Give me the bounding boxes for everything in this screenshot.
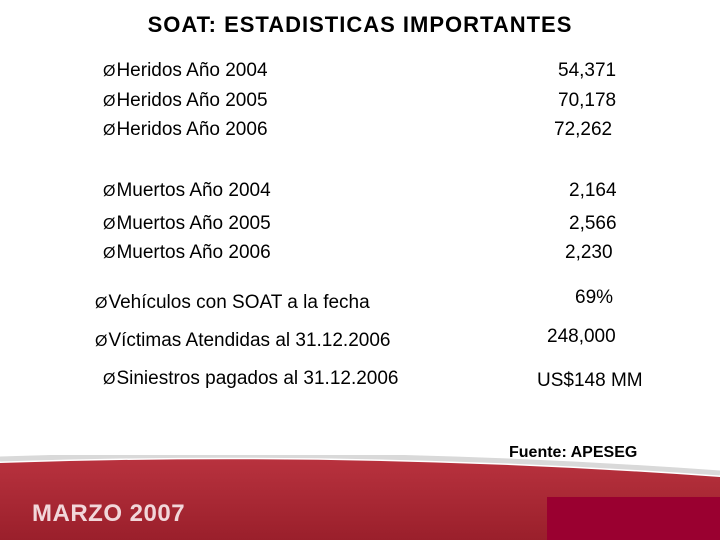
list-item	[103, 60, 268, 82]
list-item	[103, 242, 271, 264]
item-label: Heridos Año 2004	[116, 60, 268, 81]
list-item	[103, 90, 268, 112]
item-label: Vehículos con SOAT a la fecha	[108, 292, 370, 313]
item-value: US$148 MM	[537, 370, 643, 391]
list-item	[103, 368, 399, 390]
arrow-bullet-icon: Ø	[103, 371, 116, 388]
item-label: Víctimas Atendidas al 31.12.2006	[108, 330, 391, 351]
item-label: Muertos Año 2006	[116, 242, 271, 263]
arrow-bullet-icon: Ø	[103, 63, 116, 80]
list-item	[103, 180, 271, 202]
arrow-bullet-icon: Ø	[103, 122, 116, 139]
item-label: Heridos Año 2006	[116, 119, 268, 140]
source-note: Fuente: APESEG	[509, 444, 638, 461]
item-value: 72,262	[554, 119, 613, 140]
list-item	[103, 213, 271, 235]
list-item	[95, 330, 390, 352]
item-value: 2,164	[569, 180, 617, 201]
item-value: 69%	[575, 287, 614, 308]
slide-title: SOAT: ESTADISTICAS IMPORTANTES	[147, 12, 573, 37]
item-label: Heridos Año 2005	[116, 90, 268, 111]
arrow-bullet-icon: Ø	[103, 216, 116, 233]
item-label: Siniestros pagados al 31.12.2006	[116, 368, 399, 389]
item-value: 2,566	[569, 213, 617, 234]
arrow-bullet-icon: Ø	[103, 93, 116, 110]
item-label: Muertos Año 2005	[116, 213, 271, 234]
arrow-bullet-icon: Ø	[103, 183, 116, 200]
accent-box	[547, 497, 720, 540]
footer-date-label: MARZO 2007	[32, 500, 186, 527]
item-value: 70,178	[558, 90, 617, 111]
item-value: 248,000	[547, 326, 616, 347]
arrow-bullet-icon: Ø	[103, 245, 116, 262]
item-value: 2,230	[565, 242, 613, 263]
list-item	[103, 119, 268, 141]
item-value: 54,371	[558, 60, 617, 81]
item-label: Muertos Año 2004	[116, 180, 271, 201]
arrow-bullet-icon: Ø	[95, 333, 108, 350]
arrow-bullet-icon: Ø	[95, 295, 108, 312]
list-item	[95, 292, 370, 314]
